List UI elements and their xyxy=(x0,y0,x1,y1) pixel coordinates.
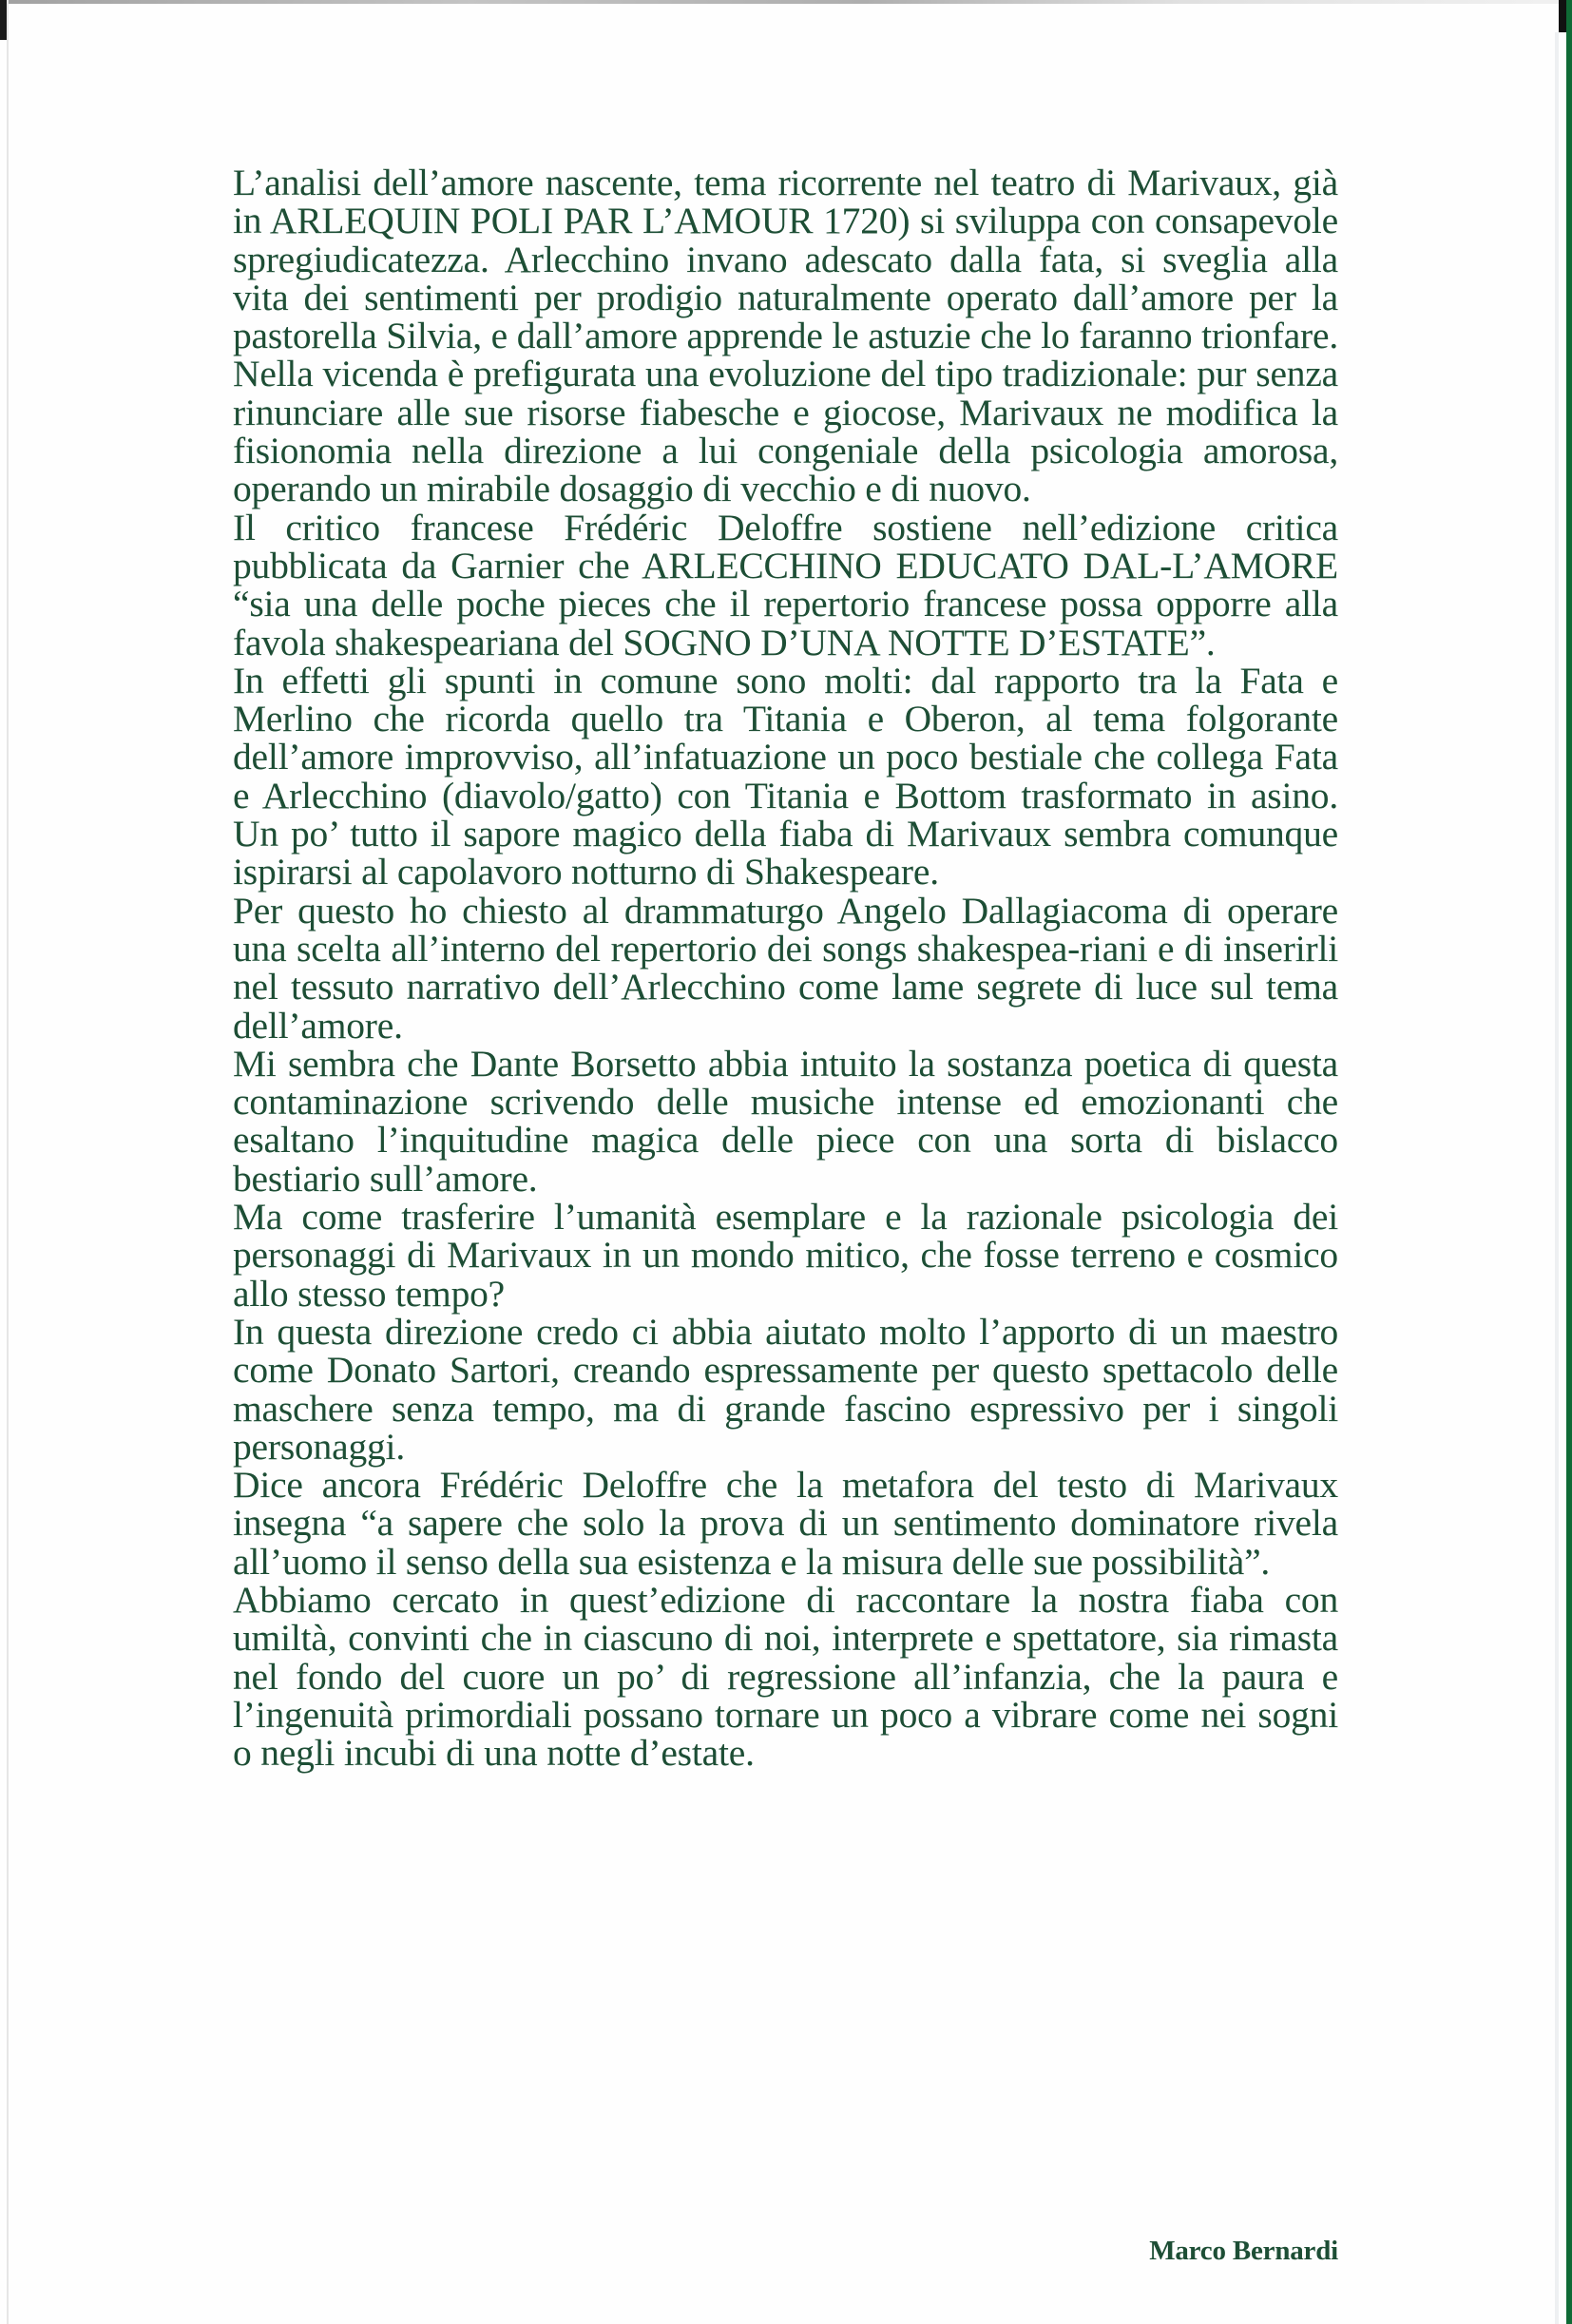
scan-left-edge xyxy=(7,0,9,2324)
paragraph: Mi sembra che Dante Borsetto abbia intuito la sostanza poetica di questa contaminazione scrivendo delle musiche intense ed emozionanti che esaltano l’inquitudine magica delle piece con una sorta di bislacco bestiario sull’amore. xyxy=(233,1042,1338,1200)
paragraph: Per questo ho chiesto al drammaturgo Angelo Dallagiacoma di operare una scelta all’interno del repertorio dei songs shakespea-riani e di inserirli nel tessuto narrativo dell’Arlecchino come lame segrete di luce sul tema dell’amore. xyxy=(233,889,1338,1047)
scan-left-mark xyxy=(0,0,7,40)
green-edge-strip xyxy=(1566,0,1572,2324)
scan-top-edge xyxy=(0,0,1572,4)
paragraph: L’analisi dell’amore nascente, tema ricorrente nel teatro di Marivaux, già in ARLEQUIN POLI PAR L’AMOUR 1720) si sviluppa con consapevole spregiudicatezza. Arlecchino invano adescato dalla fata, si sveglia alla vita dei sentimenti per prodigio naturalmente operato dall’amore per la pastorella Silvia, e dall’amore apprende le astuzie che lo faranno trionfare. Nella vicenda è prefigurata una evoluzione del tipo tradizionale: pur senza rinunciare alle sue risorse fiabesche e giocose, Marivaux ne modifica la fisionomia nella direzione a lui congeniale della psicologia amorosa, operando un mirabile dosaggio di vecchio e di nuovo. xyxy=(233,162,1338,510)
edge-shadow xyxy=(1555,32,1559,2324)
paragraph: Dice ancora Frédéric Deloffre che la metafora del testo di Marivaux insegna “a sapere che solo la prova di un sentimento dominatore rivela all’uomo il senso della sua esistenza e la misura delle sue possibilità”. xyxy=(233,1464,1338,1583)
edge-dark-mark xyxy=(1559,0,1566,32)
paragraph: In questa direzione credo ci abbia aiutato molto l’apporto di un maestro come Donato Sartori, creando espressamente per questo spettacolo delle maschere senza tempo, ma di grande fascino espressivo per i singoli personaggi. xyxy=(233,1310,1338,1468)
paragraph: In effetti gli spunti in comune sono molti: dal rapporto tra la Fata e Merlino che ricorda quello tra Titania e Oberon, al tema folgorante dell’amore improvviso, all’infatuazione un poco bestiale che collega Fata e Arlecchino (diavolo/gatto) con Titania e Bottom trasformato in asino. Un po’ tutto il sapore magico della fiaba di Marivaux sembra comunque ispirarsi al capolavoro notturno di Shakespeare. xyxy=(233,659,1338,893)
paragraph: Ma come trasferire l’umanità esemplare e la razionale psicologia dei personaggi di Marivaux in un mondo mitico, che fosse terreno e cosmico allo stesso tempo? xyxy=(233,1196,1338,1315)
paragraph: Abbiamo cercato in quest’edizione di raccontare la nostra fiaba con umiltà, convinti che in ciascuno di noi, interprete e spettatore, sia rimasta nel fondo del cuore un po’ di regressione all’infanzia, che la paura e l’ingenuità primordiali possano tornare un poco a vibrare come nei sogni o negli incubi di una notte d’estate. xyxy=(233,1578,1338,1775)
paragraph: Il critico francese Frédéric Deloffre sostiene nell’edizione critica pubblicata da Garnier che ARLECCHINO EDUCATO DAL-L’AMORE “sia una delle poche pieces che il repertorio francese possa opporre alla favola shakespeariana del SOGNO D’UNA NOTTE D’ESTATE”. xyxy=(233,506,1338,663)
author-signature: Marco Bernardi xyxy=(1149,2236,1338,2266)
body-text xyxy=(233,162,1338,1775)
